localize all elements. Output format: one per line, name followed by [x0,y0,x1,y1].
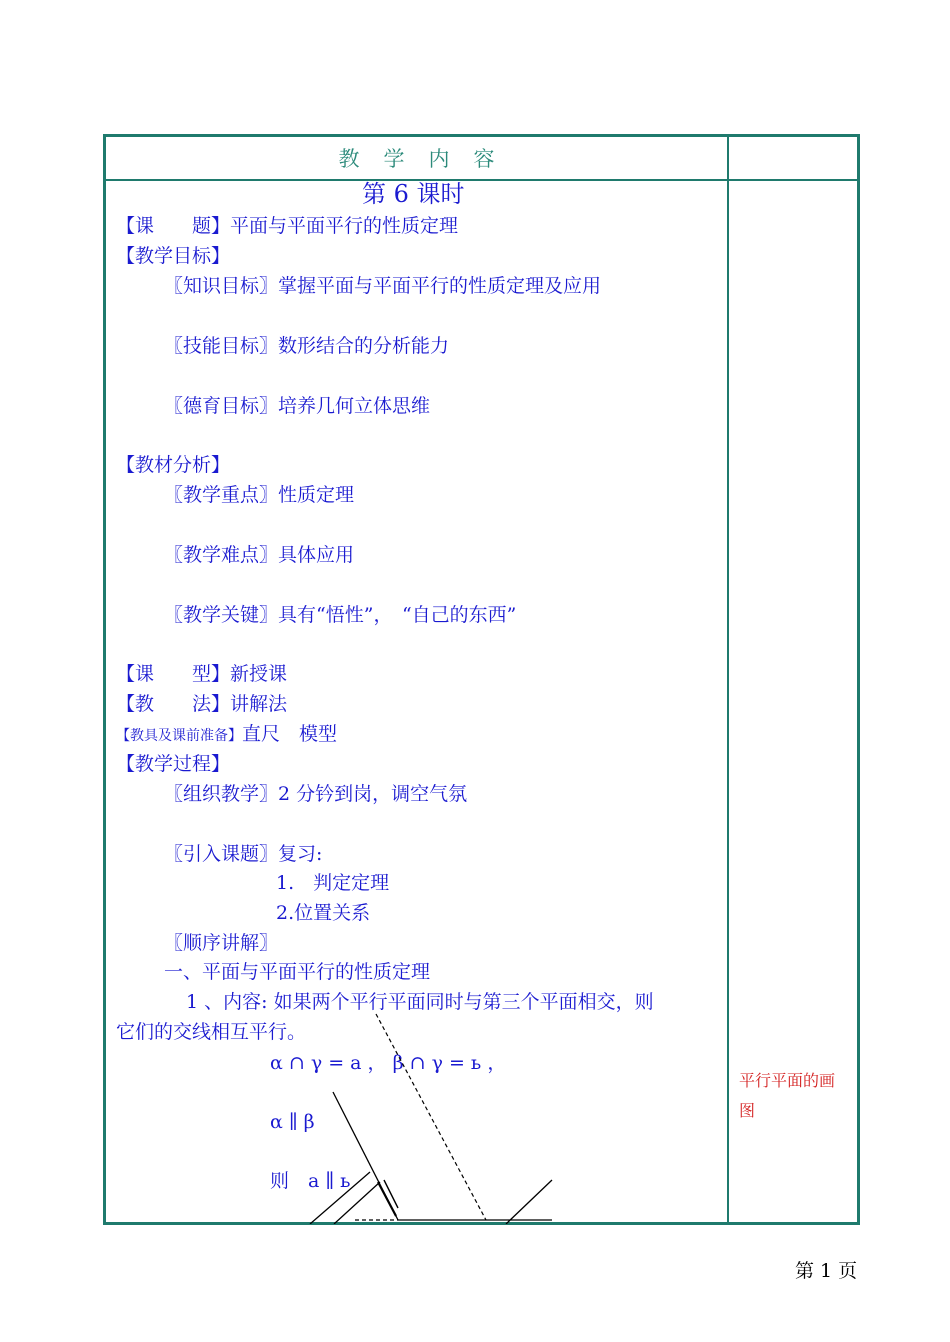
goals-label: 【教学目标】 [116,245,231,267]
organize-label: 〖组织教学〗 [164,783,279,805]
method-row [116,691,287,717]
content-line: 1 、内容: 如果两个平行平面同时与第三个平面相交，则 [186,991,654,1013]
tools-row [116,721,337,749]
type-text: 新授课 [230,663,288,685]
lesson-title: 第 6 课时 [362,180,465,208]
intro-text: 复习: [278,843,323,865]
goal-item [164,393,430,419]
formula-line: α ∥ β [270,1111,315,1133]
analysis-label: 【教材分析】 [116,454,231,476]
goal-text: 培养几何立体思维 [278,395,431,417]
goal-label: 〖技能目标〗 [164,335,279,357]
content-line: 它们的交线相互平行。 [116,1021,307,1043]
analysis-item [164,542,354,568]
goal-text: 数形结合的分析能力 [278,335,450,357]
goal-label: 〖德育目标〗 [164,395,279,417]
review-item: 1. 判定定理 [276,872,390,894]
goal-label: 〖知识目标〗 [164,275,279,297]
method-text: 讲解法 [230,693,288,715]
analysis-item [164,602,516,628]
topic-text: 平面与平面平行的性质定理 [230,215,459,237]
organize-text: 2 分钤到岗，调空气氛 [278,783,468,805]
method-label: 【教 法】 [116,693,231,715]
analysis-item-label: 〖教学关键〗 [164,604,279,626]
review-item: 2.位置关系 [276,902,371,924]
column-divider [727,134,729,1225]
analysis-item-text: 具体应用 [278,544,355,566]
type-row [116,661,287,687]
table-header: 教学内容 [338,147,519,171]
plane-edge [334,1182,380,1224]
analysis-item-text: 性质定理 [278,484,355,506]
plane-edge [506,1180,552,1224]
goal-item [164,333,449,359]
topic-label: 【课 题】 [116,215,231,237]
formula-line: 则 a ∥ ь [270,1170,351,1192]
tools-label: 【教具及课前准备】 [116,728,242,744]
topic-row [116,213,458,239]
side-note: 平行平面的画图 [739,1071,836,1120]
process-label: 【教学过程】 [116,753,231,775]
parallel-planes-figure [300,1010,560,1224]
intro-row [164,841,322,867]
line-b [384,1180,398,1208]
analysis-item-label: 〖教学重点〗 [164,484,279,506]
formula-line: α ∩ γ = a ， β ∩ γ = ь ， [270,1052,507,1074]
goal-text: 掌握平面与平面平行的性质定理及应用 [278,275,602,297]
section-heading: 一、平面与平面平行的性质定理 [164,961,431,983]
header-divider [103,179,860,181]
analysis-item-text: 具有“悟性”， “自己的东西” [278,604,517,626]
type-label: 【课 型】 [116,663,231,685]
tools-text: 直尺 模型 [242,723,338,745]
plane-edge-dashed [376,1014,486,1220]
sequence-label: 〖顺序讲解〗 [164,932,279,954]
analysis-item [164,482,354,508]
organize-row [164,781,467,807]
analysis-item-label: 〖教学难点〗 [164,544,279,566]
goal-item [164,273,601,299]
plane-edge [310,1172,370,1224]
page-number: 第 1 页 [795,1260,858,1282]
intro-label: 〖引入课题〗 [164,843,279,865]
